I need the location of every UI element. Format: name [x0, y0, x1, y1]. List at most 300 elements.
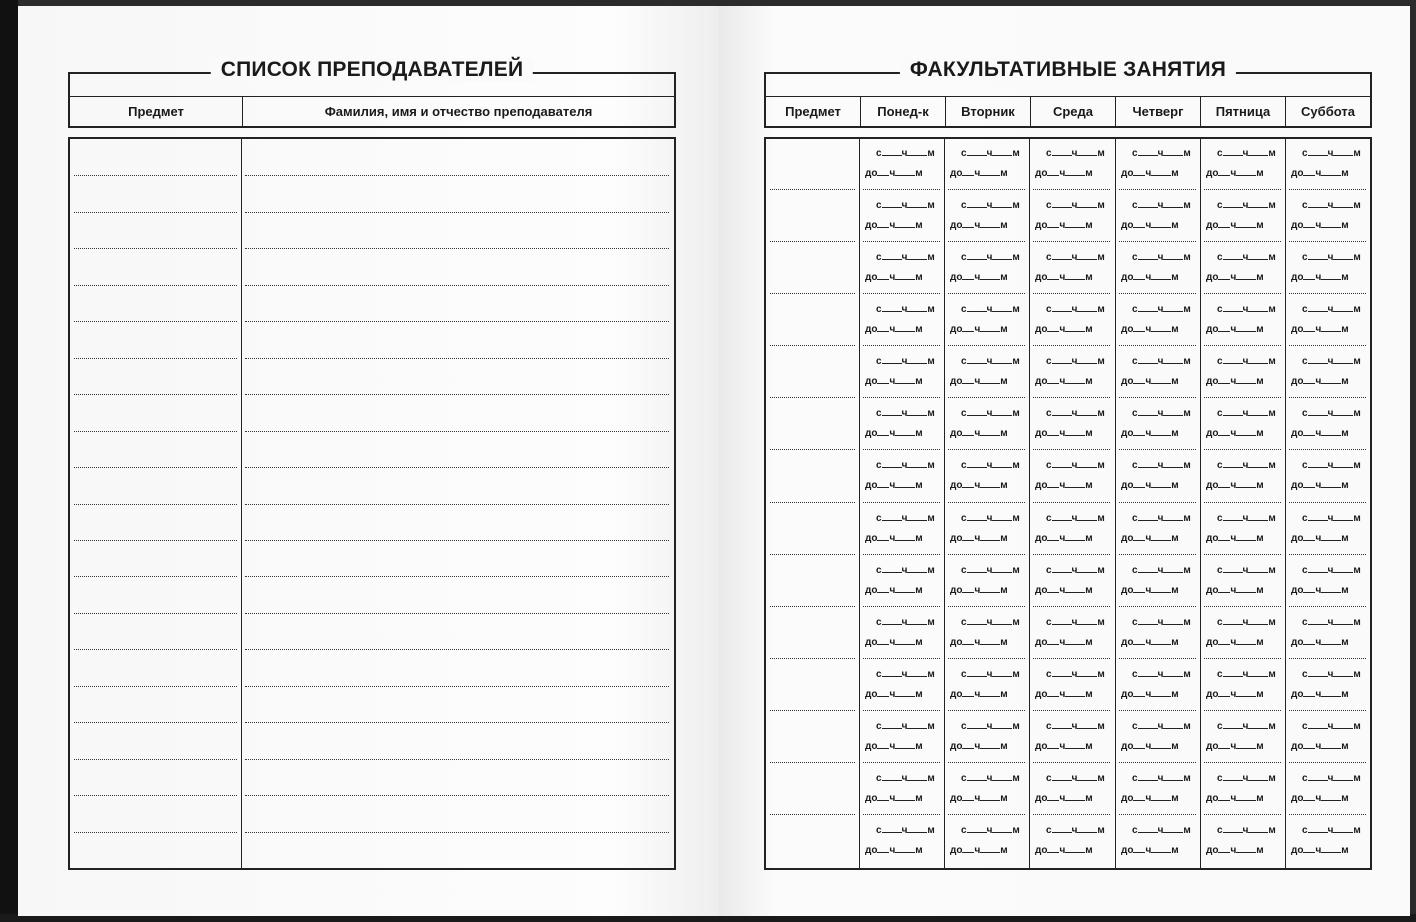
- teacher-write-line: [245, 212, 669, 213]
- slot-row-line: [1119, 345, 1196, 346]
- teacher-write-line: [245, 358, 669, 359]
- time-to-slot: до ч м: [1121, 480, 1179, 491]
- slot-row-line: [1119, 658, 1196, 659]
- time-to-slot: до ч м: [1291, 793, 1349, 804]
- slot-row-line: [948, 397, 1025, 398]
- slot-row-line: [1289, 241, 1366, 242]
- right-page: [718, 6, 1410, 916]
- subject-write-line: [74, 175, 237, 176]
- time-to-slot: до ч м: [1206, 845, 1264, 856]
- time-from-slot: с ч м: [1132, 460, 1191, 471]
- slot-row-line: [1204, 554, 1281, 555]
- teacher-write-line: [245, 722, 669, 723]
- time-to-slot: до ч м: [1035, 376, 1093, 387]
- time-from-slot: с ч м: [961, 252, 1020, 263]
- time-to-slot: до ч м: [1291, 376, 1349, 387]
- time-to-slot: до ч м: [865, 428, 923, 439]
- time-to-slot: до ч м: [1206, 480, 1264, 491]
- slot-row-line: [1289, 345, 1366, 346]
- day-column-divider: [1029, 139, 1030, 868]
- time-to-slot: до ч м: [1206, 793, 1264, 804]
- slot-row-line: [863, 658, 940, 659]
- time-from-slot: с ч м: [1217, 721, 1276, 732]
- header-friday: Пятница: [1201, 97, 1286, 126]
- slot-row-line: [1204, 710, 1281, 711]
- time-to-slot: до ч м: [1035, 793, 1093, 804]
- time-to-slot: до ч м: [1291, 585, 1349, 596]
- subject-write-line: [770, 502, 855, 503]
- slot-row-line: [1033, 762, 1110, 763]
- slot-row-line: [1204, 397, 1281, 398]
- slot-row-line: [948, 241, 1025, 242]
- day-column-divider: [1285, 139, 1286, 868]
- time-to-slot: до ч м: [1206, 220, 1264, 231]
- time-to-slot: до ч м: [1121, 637, 1179, 648]
- slot-row-line: [948, 502, 1025, 503]
- time-from-slot: с ч м: [1046, 617, 1105, 628]
- time-from-slot: с ч м: [961, 408, 1020, 419]
- subject-write-line: [74, 759, 237, 760]
- time-to-slot: до ч м: [1121, 741, 1179, 752]
- time-from-slot: с ч м: [1132, 356, 1191, 367]
- header-saturday: Суббота: [1301, 104, 1355, 119]
- time-from-slot: с ч м: [1132, 408, 1191, 419]
- slot-row-line: [1119, 449, 1196, 450]
- time-from-slot: с ч м: [1217, 252, 1276, 263]
- time-to-slot: до ч м: [1035, 480, 1093, 491]
- time-from-slot: с ч м: [1302, 356, 1361, 367]
- slot-row-line: [948, 814, 1025, 815]
- slot-row-line: [948, 293, 1025, 294]
- time-from-slot: с ч м: [1217, 200, 1276, 211]
- time-from-slot: с ч м: [1302, 304, 1361, 315]
- time-from-slot: с ч м: [1046, 148, 1105, 159]
- time-to-slot: до ч м: [1291, 845, 1349, 856]
- teacher-write-line: [245, 686, 669, 687]
- time-from-slot: с ч м: [1217, 408, 1276, 419]
- teacher-write-line: [245, 285, 669, 286]
- time-to-slot: до ч м: [950, 533, 1008, 544]
- slot-row-line: [1289, 449, 1366, 450]
- time-from-slot: с ч м: [1302, 773, 1361, 784]
- subject-write-line: [74, 285, 237, 286]
- slot-row-line: [1289, 710, 1366, 711]
- time-to-slot: до ч м: [950, 689, 1008, 700]
- subject-write-line: [74, 248, 237, 249]
- slot-row-line: [1289, 814, 1366, 815]
- time-to-slot: до ч м: [1291, 168, 1349, 179]
- time-from-slot: с ч м: [1217, 513, 1276, 524]
- time-to-slot: до ч м: [865, 480, 923, 491]
- slot-row-line: [1033, 345, 1110, 346]
- time-from-slot: с ч м: [1217, 304, 1276, 315]
- time-from-slot: с ч м: [1217, 356, 1276, 367]
- slot-row-line: [1119, 397, 1196, 398]
- time-to-slot: до ч м: [950, 168, 1008, 179]
- teacher-write-line: [245, 576, 669, 577]
- time-from-slot: с ч м: [1132, 825, 1191, 836]
- time-to-slot: до ч м: [950, 793, 1008, 804]
- teacher-write-line: [245, 649, 669, 650]
- time-to-slot: до ч м: [1206, 324, 1264, 335]
- time-to-slot: до ч м: [1035, 533, 1093, 544]
- subject-write-line: [770, 710, 855, 711]
- time-to-slot: до ч м: [865, 272, 923, 283]
- slot-row-line: [1033, 449, 1110, 450]
- time-to-slot: до ч м: [1121, 272, 1179, 283]
- time-to-slot: до ч м: [1035, 220, 1093, 231]
- time-from-slot: с ч м: [1302, 460, 1361, 471]
- header-thursday: Четверг: [1116, 97, 1201, 126]
- time-from-slot: с ч м: [1132, 200, 1191, 211]
- slot-row-line: [1204, 658, 1281, 659]
- slot-row-line: [1289, 762, 1366, 763]
- teacher-write-line: [245, 321, 669, 322]
- slot-row-line: [863, 293, 940, 294]
- slot-row-line: [948, 658, 1025, 659]
- time-from-slot: с ч м: [1046, 252, 1105, 263]
- slot-row-line: [1033, 606, 1110, 607]
- time-from-slot: с ч м: [1302, 148, 1361, 159]
- slot-row-line: [1289, 606, 1366, 607]
- slot-row-line: [948, 762, 1025, 763]
- time-to-slot: до ч м: [865, 533, 923, 544]
- time-from-slot: с ч м: [1302, 565, 1361, 576]
- time-from-slot: с ч м: [1217, 825, 1276, 836]
- time-from-slot: с ч м: [1217, 617, 1276, 628]
- slot-row-line: [1204, 293, 1281, 294]
- slot-row-line: [863, 710, 940, 711]
- day-column-divider: [859, 139, 860, 868]
- time-from-slot: с ч м: [1132, 148, 1191, 159]
- slot-row-line: [1033, 293, 1110, 294]
- slot-row-line: [948, 189, 1025, 190]
- time-from-slot: с ч м: [1046, 460, 1105, 471]
- slot-row-line: [948, 345, 1025, 346]
- slot-row-line: [1204, 449, 1281, 450]
- slot-row-line: [1119, 189, 1196, 190]
- subject-write-line: [74, 576, 237, 577]
- time-from-slot: с ч м: [961, 200, 1020, 211]
- header-monday: Понед-к: [861, 97, 946, 126]
- time-to-slot: до ч м: [950, 585, 1008, 596]
- slot-row-line: [1289, 502, 1366, 503]
- day-column-divider: [944, 139, 945, 868]
- time-to-slot: до ч м: [1121, 689, 1179, 700]
- time-to-slot: до ч м: [1291, 272, 1349, 283]
- subject-write-line: [770, 189, 855, 190]
- teacher-write-line: [245, 759, 669, 760]
- subject-write-line: [74, 795, 237, 796]
- time-from-slot: с ч м: [1132, 252, 1191, 263]
- slot-row-line: [863, 606, 940, 607]
- time-from-slot: с ч м: [1132, 617, 1191, 628]
- subject-write-line: [770, 241, 855, 242]
- time-from-slot: с ч м: [961, 513, 1020, 524]
- subject-write-line: [770, 293, 855, 294]
- time-from-slot: с ч м: [1132, 304, 1191, 315]
- time-from-slot: с ч м: [1217, 565, 1276, 576]
- slot-row-line: [1033, 554, 1110, 555]
- teachers-table: [68, 137, 676, 870]
- slot-row-line: [1033, 241, 1110, 242]
- electives-title: ФАКУЛЬТАТИВНЫЕ ЗАНЯТИЯ: [900, 58, 1236, 82]
- header-subject: Предмет: [766, 97, 861, 126]
- subject-write-line: [74, 832, 237, 833]
- time-to-slot: до ч м: [950, 428, 1008, 439]
- slot-row-line: [1289, 554, 1366, 555]
- slot-row-line: [1033, 189, 1110, 190]
- subject-write-line: [770, 397, 855, 398]
- time-to-slot: до ч м: [950, 480, 1008, 491]
- time-to-slot: до ч м: [950, 741, 1008, 752]
- time-to-slot: до ч м: [1121, 376, 1179, 387]
- subject-write-line: [74, 504, 237, 505]
- time-to-slot: до ч м: [950, 324, 1008, 335]
- electives-header-row: [764, 96, 1372, 128]
- time-from-slot: с ч м: [1302, 408, 1361, 419]
- time-to-slot: до ч м: [1291, 324, 1349, 335]
- time-to-slot: до ч м: [865, 585, 923, 596]
- slot-row-line: [1289, 397, 1366, 398]
- time-to-slot: до ч м: [950, 845, 1008, 856]
- time-from-slot: с ч м: [961, 617, 1020, 628]
- time-to-slot: до ч м: [1035, 324, 1093, 335]
- time-to-slot: до ч м: [1121, 168, 1179, 179]
- electives-table: [764, 137, 1372, 870]
- slot-row-line: [1289, 189, 1366, 190]
- time-from-slot: с ч м: [1046, 356, 1105, 367]
- time-to-slot: до ч м: [1291, 741, 1349, 752]
- time-to-slot: до ч м: [1206, 376, 1264, 387]
- slot-row-line: [1119, 814, 1196, 815]
- day-column-divider: [1115, 139, 1116, 868]
- time-to-slot: до ч м: [865, 741, 923, 752]
- slot-row-line: [1033, 502, 1110, 503]
- time-from-slot: с ч м: [876, 773, 935, 784]
- subject-write-line: [770, 554, 855, 555]
- slot-row-line: [1119, 502, 1196, 503]
- slot-row-line: [863, 449, 940, 450]
- time-from-slot: с ч м: [961, 773, 1020, 784]
- slot-row-line: [863, 814, 940, 815]
- time-from-slot: с ч м: [876, 148, 935, 159]
- time-from-slot: с ч м: [876, 617, 935, 628]
- time-from-slot: с ч м: [1132, 513, 1191, 524]
- time-from-slot: с ч м: [1046, 773, 1105, 784]
- subject-write-line: [74, 649, 237, 650]
- time-to-slot: до ч м: [865, 637, 923, 648]
- slot-row-line: [1204, 814, 1281, 815]
- time-from-slot: с ч м: [1302, 513, 1361, 524]
- day-column-divider: [1200, 139, 1201, 868]
- slot-row-line: [1119, 710, 1196, 711]
- time-to-slot: до ч м: [1121, 533, 1179, 544]
- time-from-slot: с ч м: [1046, 565, 1105, 576]
- slot-row-line: [1204, 606, 1281, 607]
- time-from-slot: с ч м: [876, 669, 935, 680]
- slot-row-line: [1119, 762, 1196, 763]
- subject-write-line: [74, 686, 237, 687]
- slot-row-line: [863, 189, 940, 190]
- time-from-slot: с ч м: [961, 460, 1020, 471]
- time-to-slot: до ч м: [1206, 585, 1264, 596]
- time-from-slot: с ч м: [1132, 669, 1191, 680]
- slot-row-line: [1033, 658, 1110, 659]
- left-page: [18, 6, 718, 916]
- subject-write-line: [770, 606, 855, 607]
- teacher-write-line: [245, 248, 669, 249]
- time-to-slot: до ч м: [865, 793, 923, 804]
- time-to-slot: до ч м: [1291, 220, 1349, 231]
- background-edge-left: [0, 0, 18, 922]
- time-from-slot: с ч м: [1132, 773, 1191, 784]
- teacher-write-line: [245, 613, 669, 614]
- time-to-slot: до ч м: [1121, 220, 1179, 231]
- slot-row-line: [1119, 554, 1196, 555]
- slot-row-line: [1204, 502, 1281, 503]
- time-to-slot: до ч м: [1035, 845, 1093, 856]
- time-to-slot: до ч м: [865, 376, 923, 387]
- header-teacher-name: Фамилия, имя и отчество преподавателя: [324, 104, 593, 119]
- subject-write-line: [770, 449, 855, 450]
- time-from-slot: с ч м: [1302, 669, 1361, 680]
- slot-row-line: [948, 710, 1025, 711]
- time-to-slot: до ч м: [1121, 793, 1179, 804]
- time-to-slot: до ч м: [1035, 272, 1093, 283]
- teacher-write-line: [245, 394, 669, 395]
- subject-write-line: [74, 722, 237, 723]
- time-to-slot: до ч м: [1291, 637, 1349, 648]
- time-to-slot: до ч м: [1291, 480, 1349, 491]
- teacher-write-line: [245, 467, 669, 468]
- time-from-slot: с ч м: [1217, 460, 1276, 471]
- time-from-slot: с ч м: [876, 356, 935, 367]
- time-to-slot: до ч м: [1291, 428, 1349, 439]
- time-to-slot: до ч м: [1035, 741, 1093, 752]
- time-from-slot: с ч м: [1302, 825, 1361, 836]
- time-from-slot: с ч м: [961, 304, 1020, 315]
- slot-row-line: [863, 397, 940, 398]
- time-to-slot: до ч м: [1035, 689, 1093, 700]
- time-to-slot: до ч м: [1206, 168, 1264, 179]
- subject-write-line: [74, 540, 237, 541]
- slot-row-line: [1204, 189, 1281, 190]
- time-to-slot: до ч м: [950, 220, 1008, 231]
- time-from-slot: с ч м: [1046, 408, 1105, 419]
- time-to-slot: до ч м: [1035, 168, 1093, 179]
- time-from-slot: с ч м: [1302, 252, 1361, 263]
- time-from-slot: с ч м: [961, 669, 1020, 680]
- slot-row-line: [1119, 606, 1196, 607]
- subject-write-line: [770, 814, 855, 815]
- time-from-slot: с ч м: [1217, 773, 1276, 784]
- slot-row-line: [863, 554, 940, 555]
- time-from-slot: с ч м: [1046, 825, 1105, 836]
- time-to-slot: до ч м: [1121, 324, 1179, 335]
- teacher-write-line: [245, 175, 669, 176]
- header-subject: Предмет: [70, 97, 243, 126]
- time-from-slot: с ч м: [876, 460, 935, 471]
- time-to-slot: до ч м: [1035, 428, 1093, 439]
- time-to-slot: до ч м: [865, 220, 923, 231]
- slot-row-line: [1119, 241, 1196, 242]
- time-to-slot: до ч м: [1121, 428, 1179, 439]
- time-to-slot: до ч м: [1035, 637, 1093, 648]
- subject-write-line: [74, 212, 237, 213]
- time-to-slot: до ч м: [1206, 428, 1264, 439]
- teacher-write-line: [245, 504, 669, 505]
- subject-write-line: [74, 431, 237, 432]
- slot-row-line: [1289, 293, 1366, 294]
- time-from-slot: с ч м: [961, 356, 1020, 367]
- time-from-slot: с ч м: [1046, 304, 1105, 315]
- time-from-slot: с ч м: [1046, 669, 1105, 680]
- subject-write-line: [770, 345, 855, 346]
- time-from-slot: с ч м: [876, 721, 935, 732]
- slot-row-line: [1204, 345, 1281, 346]
- time-to-slot: до ч м: [1206, 637, 1264, 648]
- time-from-slot: с ч м: [876, 825, 935, 836]
- subject-write-line: [74, 358, 237, 359]
- time-from-slot: с ч м: [876, 565, 935, 576]
- slot-row-line: [1119, 293, 1196, 294]
- time-to-slot: до ч м: [1206, 741, 1264, 752]
- header-wednesday: Среда: [1031, 97, 1116, 126]
- subject-write-line: [770, 658, 855, 659]
- time-to-slot: до ч м: [1206, 533, 1264, 544]
- teacher-write-line: [245, 795, 669, 796]
- slot-row-line: [1204, 241, 1281, 242]
- slot-row-line: [948, 554, 1025, 555]
- time-from-slot: с ч м: [961, 565, 1020, 576]
- time-from-slot: с ч м: [1046, 513, 1105, 524]
- time-to-slot: до ч м: [865, 845, 923, 856]
- time-to-slot: до ч м: [865, 168, 923, 179]
- slot-row-line: [863, 345, 940, 346]
- subject-write-line: [74, 321, 237, 322]
- time-from-slot: с ч м: [1046, 721, 1105, 732]
- time-to-slot: до ч м: [1206, 689, 1264, 700]
- teacher-write-line: [245, 832, 669, 833]
- teacher-write-line: [245, 540, 669, 541]
- subject-write-line: [74, 394, 237, 395]
- time-from-slot: с ч м: [876, 252, 935, 263]
- subject-write-line: [74, 613, 237, 614]
- slot-row-line: [863, 502, 940, 503]
- time-to-slot: до ч м: [1121, 585, 1179, 596]
- slot-row-line: [863, 241, 940, 242]
- time-from-slot: с ч м: [961, 148, 1020, 159]
- time-to-slot: до ч м: [950, 637, 1008, 648]
- time-from-slot: с ч м: [1217, 148, 1276, 159]
- time-from-slot: с ч м: [876, 200, 935, 211]
- teacher-write-line: [245, 431, 669, 432]
- time-from-slot: с ч м: [876, 408, 935, 419]
- time-from-slot: с ч м: [1046, 200, 1105, 211]
- slot-row-line: [1033, 710, 1110, 711]
- teachers-divider: [241, 139, 242, 868]
- time-from-slot: с ч м: [961, 825, 1020, 836]
- time-from-slot: с ч м: [1302, 721, 1361, 732]
- slot-row-line: [1033, 397, 1110, 398]
- subject-write-line: [74, 467, 237, 468]
- time-to-slot: до ч м: [865, 689, 923, 700]
- time-from-slot: с ч м: [961, 721, 1020, 732]
- time-to-slot: до ч м: [1291, 533, 1349, 544]
- slot-row-line: [1033, 814, 1110, 815]
- time-from-slot: с ч м: [1217, 669, 1276, 680]
